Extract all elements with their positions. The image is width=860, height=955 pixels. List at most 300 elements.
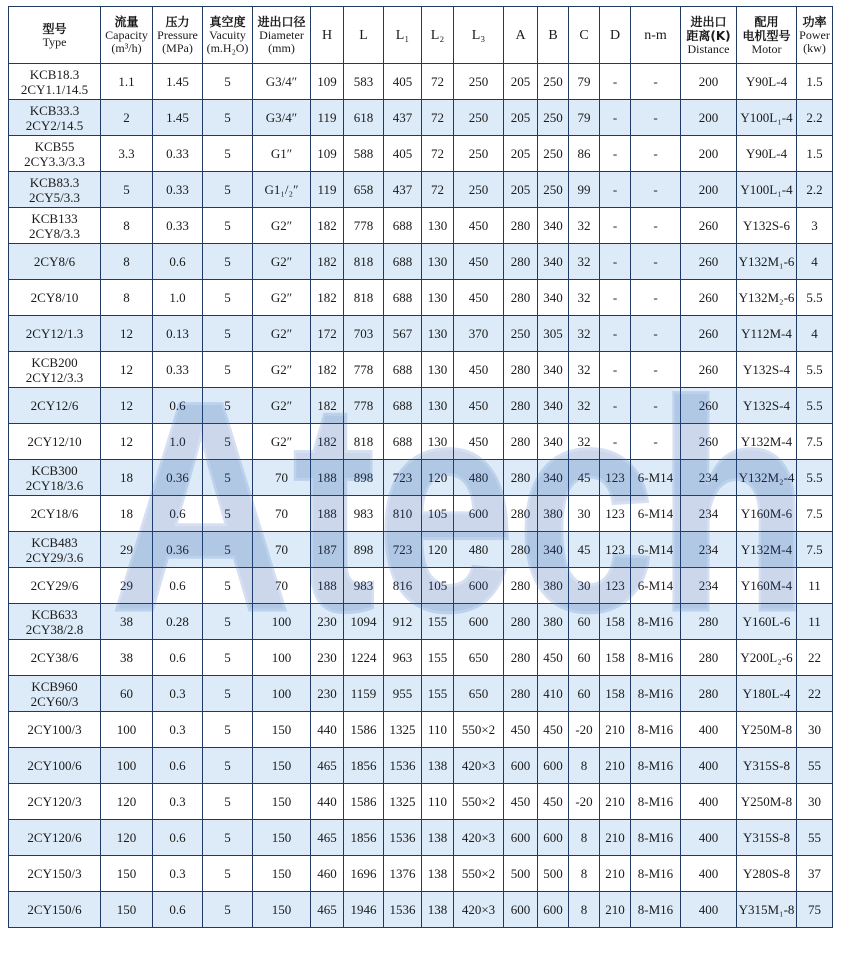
value-cell: 450 <box>504 712 538 748</box>
value-cell: 1536 <box>384 820 422 856</box>
header-en-label: Type <box>42 34 67 49</box>
model-cell <box>9 100 101 136</box>
value-cell: 0.3 <box>153 784 203 820</box>
value-cell: 260 <box>681 280 737 316</box>
value-cell: Y132S-4 <box>737 352 797 388</box>
model-cell <box>9 532 101 568</box>
value-cell: G3/4″ <box>253 100 311 136</box>
value-cell: 5 <box>203 352 253 388</box>
value-cell: 340 <box>538 280 569 316</box>
value-cell: 187 <box>311 532 344 568</box>
value-cell: 250 <box>504 316 538 352</box>
model-name: 2CY100/3 <box>27 722 82 737</box>
value-cell: 1.45 <box>153 100 203 136</box>
value-cell: 172 <box>311 316 344 352</box>
header-en-label: B <box>548 27 558 43</box>
value-cell: 440 <box>311 784 344 820</box>
value-cell: 155 <box>422 676 454 712</box>
value-cell: 6-M14 <box>631 532 681 568</box>
value-cell: Y90L-4 <box>737 64 797 100</box>
value-cell: - <box>600 316 631 352</box>
value-cell: 130 <box>422 352 454 388</box>
value-cell: - <box>600 424 631 460</box>
value-cell: 200 <box>681 64 737 100</box>
value-cell: 205 <box>504 100 538 136</box>
value-cell: 22 <box>797 640 833 676</box>
model-name: 2CY29/3.6 <box>25 549 84 565</box>
value-cell: - <box>631 100 681 136</box>
value-cell: - <box>600 280 631 316</box>
value-cell: 210 <box>600 856 631 892</box>
value-cell: 30 <box>569 496 600 532</box>
spec-table-container <box>8 6 833 928</box>
value-cell: 130 <box>422 424 454 460</box>
value-cell: - <box>631 172 681 208</box>
value-cell: 688 <box>384 280 422 316</box>
value-cell: 260 <box>681 208 737 244</box>
value-cell: G2″ <box>253 244 311 280</box>
value-cell: 5.5 <box>797 280 833 316</box>
model-cell <box>9 388 101 424</box>
model-name: 2CY1.1/14.5 <box>20 81 89 97</box>
value-cell: 340 <box>538 532 569 568</box>
value-cell: 5 <box>203 100 253 136</box>
model-name: 2CY38/6 <box>30 650 79 665</box>
value-cell: G3/4″ <box>253 64 311 100</box>
value-cell: 100 <box>253 676 311 712</box>
value-cell: 234 <box>681 568 737 604</box>
header-en-label: Diameter <box>259 28 304 42</box>
table-row <box>9 352 833 388</box>
value-cell: 465 <box>311 820 344 856</box>
model-cell <box>9 136 101 172</box>
value-cell: Y160M-6 <box>737 496 797 532</box>
table-row <box>9 676 833 712</box>
value-cell: 18 <box>101 460 153 496</box>
value-cell: 210 <box>600 748 631 784</box>
value-cell: 130 <box>422 244 454 280</box>
value-cell: 600 <box>504 820 538 856</box>
table-row <box>9 172 833 208</box>
value-cell: 5.5 <box>797 460 833 496</box>
value-cell: 5 <box>203 532 253 568</box>
header-cell <box>384 7 422 64</box>
value-cell: 450 <box>454 244 504 280</box>
header-cell <box>454 7 504 64</box>
model-name: KCB55 <box>34 138 75 154</box>
header-en-label: Capacity <box>105 28 148 42</box>
table-row <box>9 712 833 748</box>
value-cell: 155 <box>422 604 454 640</box>
header-zh-label: 型号 <box>42 21 67 36</box>
value-cell: 810 <box>384 496 422 532</box>
value-cell: 32 <box>569 388 600 424</box>
value-cell: 818 <box>344 280 384 316</box>
value-cell: 983 <box>344 496 384 532</box>
header-en-label: H <box>321 27 333 43</box>
value-cell: 0.3 <box>153 712 203 748</box>
value-cell: Y100L₁-4 <box>737 172 797 208</box>
value-cell: 1856 <box>344 820 384 856</box>
value-cell: 0.13 <box>153 316 203 352</box>
header-row <box>9 7 833 64</box>
value-cell: 120 <box>422 460 454 496</box>
value-cell: 5 <box>203 424 253 460</box>
table-row <box>9 532 833 568</box>
value-cell: 0.33 <box>153 208 203 244</box>
model-cell <box>9 640 101 676</box>
table-row <box>9 316 833 352</box>
value-cell: 8 <box>101 280 153 316</box>
value-cell: 110 <box>422 784 454 820</box>
value-cell: 250 <box>538 64 569 100</box>
value-cell: 30 <box>797 784 833 820</box>
value-cell: 4 <box>797 316 833 352</box>
value-cell: 8-M16 <box>631 748 681 784</box>
value-cell: 983 <box>344 568 384 604</box>
header-en-label: (MPa) <box>162 41 193 55</box>
value-cell: 7.5 <box>797 532 833 568</box>
value-cell: 234 <box>681 532 737 568</box>
header-zh-label: 距离(K) <box>686 28 731 43</box>
value-cell: 5 <box>203 748 253 784</box>
value-cell: 778 <box>344 208 384 244</box>
value-cell: 5 <box>203 64 253 100</box>
value-cell: 280 <box>504 496 538 532</box>
value-cell: 1325 <box>384 784 422 820</box>
value-cell: 200 <box>681 100 737 136</box>
value-cell: 600 <box>454 568 504 604</box>
value-cell: 79 <box>569 64 600 100</box>
value-cell: 109 <box>311 64 344 100</box>
value-cell: 450 <box>538 640 569 676</box>
model-cell <box>9 676 101 712</box>
value-cell: 340 <box>538 388 569 424</box>
table-row <box>9 784 833 820</box>
model-name: KCB33.3 <box>29 102 80 118</box>
value-cell: 0.33 <box>153 352 203 388</box>
model-cell <box>9 856 101 892</box>
value-cell: 182 <box>311 388 344 424</box>
model-cell <box>9 892 101 928</box>
value-cell: 138 <box>422 820 454 856</box>
value-cell: Y132S-6 <box>737 208 797 244</box>
model-name: KCB300 <box>31 462 78 478</box>
model-cell <box>9 352 101 388</box>
value-cell: - <box>600 172 631 208</box>
header-cell <box>681 7 737 64</box>
model-name: 2CY12/10 <box>27 434 82 449</box>
value-cell: - <box>631 280 681 316</box>
value-cell: - <box>600 136 631 172</box>
header-zh-label: 真空度 <box>209 15 246 29</box>
value-cell: 32 <box>569 244 600 280</box>
value-cell: 1.45 <box>153 64 203 100</box>
value-cell: 0.6 <box>153 640 203 676</box>
value-cell: 1586 <box>344 784 384 820</box>
value-cell: 567 <box>384 316 422 352</box>
value-cell: Y160L-6 <box>737 604 797 640</box>
value-cell: Y280S-8 <box>737 856 797 892</box>
value-cell: 8 <box>569 856 600 892</box>
value-cell: 188 <box>311 568 344 604</box>
header-en-label: C <box>579 27 589 43</box>
value-cell: 123 <box>600 496 631 532</box>
value-cell: 5 <box>203 280 253 316</box>
value-cell: 22 <box>797 676 833 712</box>
value-cell: Y132M-4 <box>737 424 797 460</box>
value-cell: 8 <box>569 892 600 928</box>
value-cell: 4 <box>797 244 833 280</box>
value-cell: Y132M₁-6 <box>737 244 797 280</box>
value-cell: 100 <box>101 748 153 784</box>
model-name: 2CY29/6 <box>30 578 79 593</box>
model-cell <box>9 280 101 316</box>
model-name: 2CY8/3.3 <box>29 225 80 241</box>
value-cell: 230 <box>311 604 344 640</box>
model-name: 2CY120/6 <box>27 830 82 845</box>
value-cell: 5 <box>203 820 253 856</box>
value-cell: 8 <box>101 208 153 244</box>
value-cell: 230 <box>311 676 344 712</box>
value-cell: 400 <box>681 784 737 820</box>
value-cell: 480 <box>454 460 504 496</box>
value-cell: 210 <box>600 784 631 820</box>
value-cell: 583 <box>344 64 384 100</box>
value-cell: 703 <box>344 316 384 352</box>
model-cell <box>9 604 101 640</box>
value-cell: 340 <box>538 424 569 460</box>
header-en-label: n-m <box>644 27 667 43</box>
model-name: KCB633 <box>31 606 78 622</box>
header-cell <box>253 7 311 64</box>
value-cell: 280 <box>504 280 538 316</box>
value-cell: - <box>631 244 681 280</box>
value-cell: 210 <box>600 712 631 748</box>
value-cell: 280 <box>681 604 737 640</box>
model-cell <box>9 784 101 820</box>
header-en-label: (m.H₂O) <box>206 41 249 55</box>
table-row <box>9 568 833 604</box>
model-cell <box>9 424 101 460</box>
value-cell: 1.0 <box>153 280 203 316</box>
value-cell: 6-M14 <box>631 460 681 496</box>
value-cell: 0.3 <box>153 676 203 712</box>
value-cell: 150 <box>253 892 311 928</box>
value-cell: 1586 <box>344 712 384 748</box>
header-en-label: L <box>359 27 368 43</box>
header-zh-label: 压力 <box>165 15 190 29</box>
value-cell: 600 <box>504 892 538 928</box>
header-cell <box>203 7 253 64</box>
value-cell: 120 <box>101 820 153 856</box>
model-cell <box>9 172 101 208</box>
value-cell: 70 <box>253 532 311 568</box>
value-cell: 200 <box>681 136 737 172</box>
value-cell: 150 <box>101 892 153 928</box>
value-cell: 5 <box>203 568 253 604</box>
value-cell: 688 <box>384 424 422 460</box>
value-cell: 182 <box>311 352 344 388</box>
value-cell: 86 <box>569 136 600 172</box>
value-cell: 280 <box>504 604 538 640</box>
value-cell: 380 <box>538 568 569 604</box>
header-en-label: (mm) <box>268 41 295 55</box>
value-cell: 100 <box>253 604 311 640</box>
table-row <box>9 856 833 892</box>
model-cell <box>9 460 101 496</box>
value-cell: 8-M16 <box>631 712 681 748</box>
value-cell: 60 <box>569 604 600 640</box>
value-cell: 29 <box>101 532 153 568</box>
value-cell: 75 <box>797 892 833 928</box>
value-cell: 723 <box>384 460 422 496</box>
header-zh-label: 电机型号 <box>742 28 791 43</box>
value-cell: 280 <box>504 640 538 676</box>
header-zh-label: 进出口 <box>690 14 727 29</box>
value-cell: G2″ <box>253 280 311 316</box>
value-cell: 123 <box>600 532 631 568</box>
value-cell: 72 <box>422 64 454 100</box>
value-cell: 5 <box>101 172 153 208</box>
value-cell: 280 <box>504 532 538 568</box>
value-cell: 280 <box>504 676 538 712</box>
value-cell: Y132M₂-4 <box>737 460 797 496</box>
value-cell: 450 <box>538 712 569 748</box>
value-cell: G2″ <box>253 424 311 460</box>
value-cell: 1376 <box>384 856 422 892</box>
value-cell: 205 <box>504 64 538 100</box>
table-row <box>9 496 833 532</box>
value-cell: 0.36 <box>153 532 203 568</box>
header-cell <box>538 7 569 64</box>
header-en-label: D <box>609 27 621 43</box>
value-cell: 1856 <box>344 748 384 784</box>
value-cell: 400 <box>681 892 737 928</box>
value-cell: 8-M16 <box>631 784 681 820</box>
value-cell: 158 <box>600 604 631 640</box>
value-cell: Y250M-8 <box>737 712 797 748</box>
value-cell: 2.2 <box>797 172 833 208</box>
value-cell: 0.6 <box>153 568 203 604</box>
model-name: 2CY2/14.5 <box>25 117 84 133</box>
value-cell: - <box>631 424 681 460</box>
value-cell: 100 <box>253 640 311 676</box>
model-name: 2CY38/2.8 <box>25 621 84 637</box>
value-cell: 280 <box>504 244 538 280</box>
value-cell: - <box>600 388 631 424</box>
value-cell: 210 <box>600 820 631 856</box>
value-cell: 150 <box>253 784 311 820</box>
value-cell: 1325 <box>384 712 422 748</box>
value-cell: 5 <box>203 640 253 676</box>
header-en-label: L₁ <box>395 27 410 43</box>
value-cell: 437 <box>384 172 422 208</box>
value-cell: 150 <box>253 712 311 748</box>
model-name: KCB200 <box>31 354 78 370</box>
value-cell: 182 <box>311 208 344 244</box>
value-cell: 380 <box>538 496 569 532</box>
header-zh-label: 流量 <box>114 15 139 29</box>
value-cell: Y100L₁-4 <box>737 100 797 136</box>
value-cell: 618 <box>344 100 384 136</box>
header-en-label: Motor <box>751 41 782 56</box>
value-cell: 234 <box>681 496 737 532</box>
value-cell: 45 <box>569 532 600 568</box>
watermark-text: Atech <box>110 338 810 660</box>
header-en-label: (kw) <box>803 41 826 55</box>
value-cell: 260 <box>681 316 737 352</box>
value-cell: 5 <box>203 316 253 352</box>
value-cell: 2 <box>101 100 153 136</box>
value-cell: 1159 <box>344 676 384 712</box>
value-cell: - <box>600 352 631 388</box>
header-en-label: L₃ <box>471 27 486 43</box>
header-zh-label: 功率 <box>802 15 827 29</box>
value-cell: 1.0 <box>153 424 203 460</box>
value-cell: 340 <box>538 460 569 496</box>
value-cell: 898 <box>344 532 384 568</box>
model-cell <box>9 712 101 748</box>
value-cell: 340 <box>538 208 569 244</box>
value-cell: 437 <box>384 100 422 136</box>
value-cell: 1696 <box>344 856 384 892</box>
table-row <box>9 100 833 136</box>
value-cell: 5 <box>203 856 253 892</box>
model-name: KCB483 <box>31 534 78 550</box>
value-cell: - <box>631 64 681 100</box>
value-cell: 150 <box>253 748 311 784</box>
value-cell: 0.28 <box>153 604 203 640</box>
model-name: 2CY60/3 <box>30 693 79 709</box>
value-cell: 0.6 <box>153 748 203 784</box>
value-cell: 450 <box>454 424 504 460</box>
value-cell: 260 <box>681 388 737 424</box>
value-cell: 460 <box>311 856 344 892</box>
value-cell: 405 <box>384 64 422 100</box>
value-cell: 138 <box>422 856 454 892</box>
header-en-label: Vacuity <box>209 28 246 42</box>
value-cell: 1094 <box>344 604 384 640</box>
value-cell: 250 <box>454 100 504 136</box>
header-en-label: A <box>515 27 526 43</box>
value-cell: 210 <box>600 892 631 928</box>
value-cell: 340 <box>538 352 569 388</box>
value-cell: 410 <box>538 676 569 712</box>
value-cell: 250 <box>538 136 569 172</box>
value-cell: 280 <box>504 568 538 604</box>
value-cell: 778 <box>344 388 384 424</box>
table-row <box>9 424 833 460</box>
table-row <box>9 820 833 856</box>
value-cell: 400 <box>681 748 737 784</box>
table-row <box>9 280 833 316</box>
value-cell: 205 <box>504 172 538 208</box>
value-cell: 150 <box>253 820 311 856</box>
value-cell: 119 <box>311 172 344 208</box>
value-cell: 120 <box>422 532 454 568</box>
value-cell: 818 <box>344 244 384 280</box>
model-name: KCB83.3 <box>29 174 80 190</box>
value-cell: 1.1 <box>101 64 153 100</box>
value-cell: 650 <box>454 676 504 712</box>
value-cell: 650 <box>454 640 504 676</box>
value-cell: 8-M16 <box>631 856 681 892</box>
value-cell: 130 <box>422 208 454 244</box>
model-cell <box>9 244 101 280</box>
value-cell: - <box>631 208 681 244</box>
table-row <box>9 244 833 280</box>
